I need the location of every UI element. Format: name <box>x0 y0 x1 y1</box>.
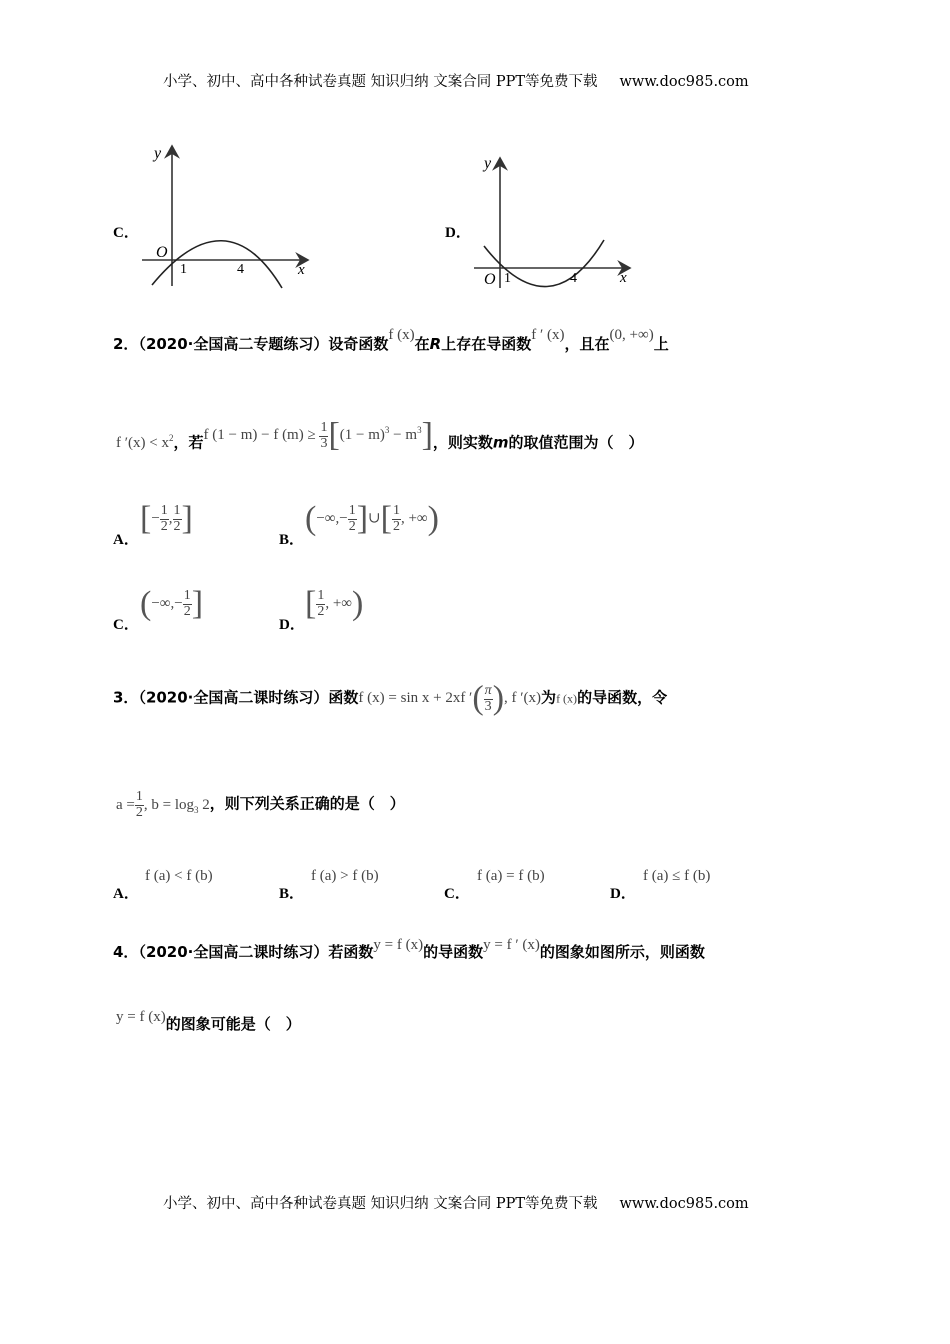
q2-text-2: 在 <box>414 335 430 353</box>
q1-option-d-label: D． <box>445 225 471 241</box>
q4-number: 4． <box>113 943 139 961</box>
tick-1: 1 <box>504 271 511 286</box>
q2-number: 2． <box>113 335 139 353</box>
q3-text-1: 函数 <box>328 688 359 707</box>
q3-option-b-label: B． <box>279 886 305 902</box>
q2-source: （2020·全国高二专题练习） <box>138 335 329 353</box>
x-label: x <box>298 262 305 278</box>
q4-text-1: 若函数 <box>328 943 374 961</box>
q2-line1 <box>113 327 669 354</box>
q2-math-fpx: f ′ (x) <box>531 327 565 343</box>
q2-option-a-label: A． <box>113 532 139 548</box>
q2-var-m: m <box>492 433 509 452</box>
q2-R: R <box>429 335 442 353</box>
origin-label: O <box>156 244 168 261</box>
q3-options <box>113 868 833 902</box>
header-site: www.doc985.com <box>619 74 749 90</box>
q3-option-d-label: D． <box>610 886 636 902</box>
q2-option-b-expr: (−∞,− $\frac{1}{2}$ ]∪[ $\frac{1}{2}$ , +∞) <box>305 500 439 537</box>
q3-option-a-expr: f (a) < f (b) <box>145 868 213 884</box>
tick-4: 4 <box>570 271 577 286</box>
y-label: y <box>484 155 492 172</box>
q2-text-4: ，且在 <box>564 335 610 353</box>
q2-text-8: 的取值范围为（ ） <box>508 433 644 452</box>
q1-graph-c <box>138 140 313 290</box>
q3-math-ab: a = $\frac{1}{2}$ , $b = \log_3 2$ <box>116 789 210 820</box>
q4-text-3: 的图象如图所示，则函数 <box>539 943 705 961</box>
q2-option-a-expr: [− $\frac{1}{2}$ , $\frac{1}{2}$ ] <box>140 500 193 537</box>
q3-number: 3． <box>113 688 139 707</box>
origin-label: O <box>484 271 496 288</box>
q3-math-fx: f (x) <box>556 691 578 706</box>
page-footer <box>163 1192 749 1213</box>
curve <box>484 240 604 287</box>
q2-text-1: 设奇函数 <box>328 335 389 353</box>
q2-text-5: 上 <box>653 335 669 353</box>
q3-text-3: 的导函数，令 <box>577 688 668 707</box>
footer-text: 小学、初中、高中各种试卷真题 知识归纳 文案合同 PPT等免费下载 <box>163 1196 598 1212</box>
q4-math-yp: y = f ′ (x) <box>483 937 540 953</box>
q2-text-7: ，则实数 <box>432 433 493 452</box>
q2-option-c-expr: (−∞,− $\frac{1}{2}$ ] <box>140 585 204 622</box>
q3-option-c-label: C． <box>444 886 470 902</box>
q4-math-y: y = f (x) <box>373 937 424 953</box>
y-label: y <box>154 145 162 162</box>
q3-line1 <box>113 680 667 718</box>
q3-text-2: 为 <box>541 688 557 707</box>
x-label: x <box>620 270 627 286</box>
q2-text-3: 上存在导函数 <box>441 335 532 353</box>
q3-option-a-label: A． <box>113 886 139 902</box>
q2-text-6: ，若 <box>173 433 204 452</box>
q4-line1 <box>113 937 705 962</box>
tick-4: 4 <box>237 262 244 277</box>
footer-site: www.doc985.com <box>619 1196 749 1212</box>
tick-1: 1 <box>180 262 187 277</box>
q2-option-b-label: B． <box>279 532 305 548</box>
q3-option-d-expr: f (a) ≤ f (b) <box>643 868 711 884</box>
q3-math-def: f (x) = sin x + 2xf ′( $\frac{\pi}{3}$ ), f ′(x) <box>358 680 542 717</box>
q3-source: （2020·全国高二课时练习） <box>138 688 329 707</box>
page-header <box>163 70 749 91</box>
q4-text-4: 的图象可能是（ ） <box>165 1015 301 1033</box>
q1-graph-d <box>470 150 635 290</box>
q2-math-interval: (0, +∞) <box>609 327 654 343</box>
header-text: 小学、初中、高中各种试卷真题 知识归纳 文案合同 PPT等免费下载 <box>163 74 598 90</box>
q2-line2 <box>116 417 644 463</box>
q3-line2 <box>116 790 405 820</box>
q2-math-fx: f (x) <box>388 327 415 343</box>
q2-option-c-label: C． <box>113 617 139 633</box>
q3-option-c-expr: f (a) = f (b) <box>477 868 545 884</box>
q4-line2 <box>116 1009 301 1034</box>
q3-text-4: ，则下列关系正确的是（ ） <box>209 794 405 813</box>
q3-option-b-expr: f (a) > f (b) <box>311 868 379 884</box>
q4-text-2: 的导函数 <box>423 943 484 961</box>
q4-math-y2: y = f (x) <box>116 1009 166 1025</box>
q4-source: （2020·全国高二课时练习） <box>138 943 329 961</box>
q2-math-condition: f (1 − m) − f (m) ≥ $\frac{1}{3}$ $[(1 - m)^3 - m^3]$ <box>203 417 433 454</box>
q2-math-ineq: f $'(x) < x^2$ <box>116 433 174 452</box>
q1-option-c-label: C． <box>113 225 139 241</box>
q2-option-d-label: D． <box>279 617 305 633</box>
q2-option-d-expr: [ $\frac{1}{2}$ , +∞) <box>305 585 364 622</box>
